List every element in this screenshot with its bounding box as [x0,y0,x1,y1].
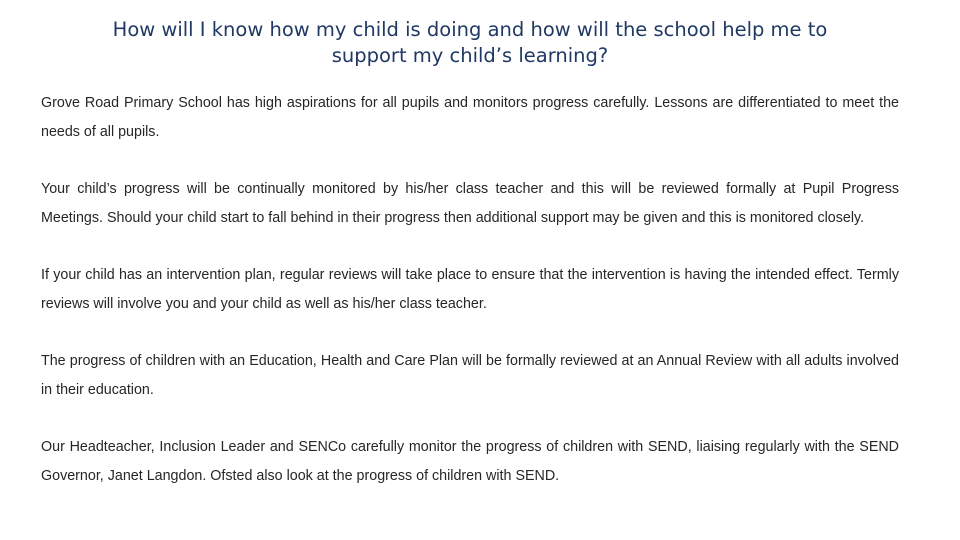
paragraph-ehc-plan: The progress of children with an Education, Health and Care Plan will be formally reviewed at an Annual Review with all adults involved in their education. [41,353,899,399]
paragraph-send-monitoring: Our Headteacher, Inclusion Leader and SENCo carefully monitor the progress of children with SEND, liaising regularly with the SEND Governor, Janet Langdon. Ofsted also look at the progress of children with SEND. [41,439,899,485]
page-title [80,17,860,69]
paragraph-aspirations: Grove Road Primary School has high aspirations for all pupils and monitors progress carefully. Lessons are differentiated to meet the needs of all pupils. [41,95,899,140]
paragraph-progress-monitoring: Your child’s progress will be continually monitored by his/her class teacher and this will be reviewed formally at Pupil Progress Meetings. Should your child start to fall behind in their progress then additional support may be given and this is monitored closely. [41,181,899,226]
page-title-line-2: support my child’s learning? [331,44,609,67]
paragraph-intervention-plan: If your child has an intervention plan, regular reviews will take place to ensure that the intervention is having the intended effect. Termly reviews will involve you and your child as well as his/her class teacher. [41,267,899,312]
body-text [41,89,899,491]
page-title-line-1: How will I know how my child is doing and how will the school help me to [112,18,828,41]
